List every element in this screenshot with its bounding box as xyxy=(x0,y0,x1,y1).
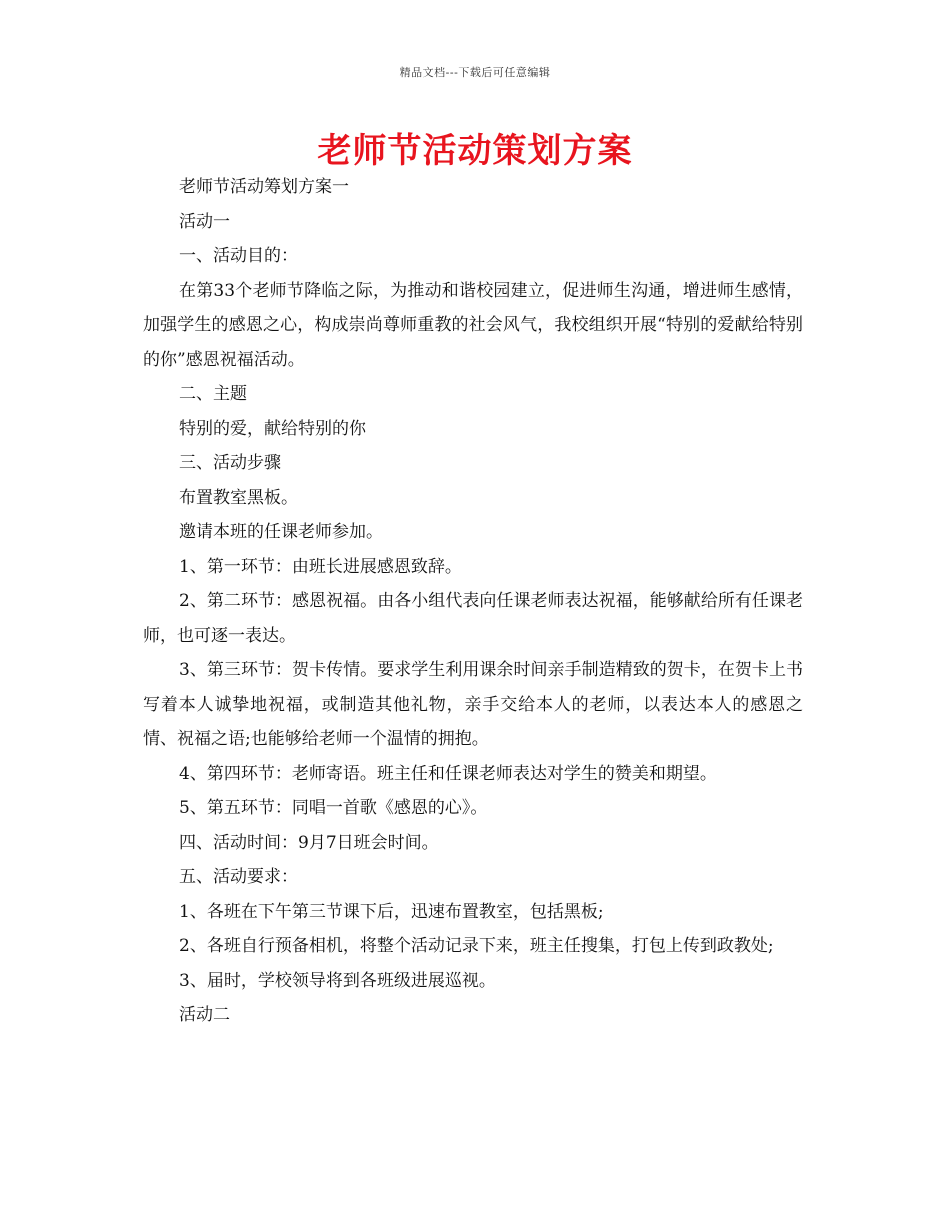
paragraph-step-3: 3、第三环节：贺卡传情。要求学生利用课余时间亲手制造精致的贺卡，在贺卡上书写着本人诚挚地祝福，或制造其他礼物，亲手交给本人的老师，以表达本人的感恩之情、祝福之语;也能够给老师一个温情的拥抱。 xyxy=(143,660,803,749)
paragraph-requirement-2: 2、各班自行预备相机，将整个活动记录下来，班主任搜集，打包上传到政教处; xyxy=(179,936,774,956)
paragraph-purpose-text: 在第33个老师节降临之际，为推动和谐校园建立，促进师生沟通，增进师生感情，加强学生的感恩之心，构成崇尚尊师重教的社会风气，我校组织开展“特别的爱献给特别的你”感恩祝福活动。 xyxy=(143,280,803,370)
paragraph-requirements-heading: 五、活动要求： xyxy=(179,867,298,887)
paragraph-step-invite: 邀请本班的任课老师参加。 xyxy=(179,522,383,542)
paragraph-activity-one: 活动一 xyxy=(179,211,230,232)
paragraph-step-1: 1、第一环节：由班长进展感恩致辞。 xyxy=(179,556,462,577)
paragraph-step-blackboard: 布置教室黑板。 xyxy=(179,487,298,508)
paragraph-activity-two: 活动二 xyxy=(179,1005,230,1025)
paragraph-purpose-heading: 一、活动目的： xyxy=(179,246,298,266)
document-title: 老师节活动策划方案 xyxy=(317,131,633,171)
paragraph-plan-heading: 老师节活动筹划方案一 xyxy=(179,177,349,197)
document-body xyxy=(143,170,803,1033)
paragraph-steps-heading: 三、活动步骤 xyxy=(179,453,281,473)
paragraph-requirement-3: 3、届时，学校领导将到各班级进展巡视。 xyxy=(179,970,496,991)
header-note: 精品文档---下载后可任意编辑 xyxy=(399,66,551,79)
paragraph-step-2: 2、第二环节：感恩祝福。由各小组代表向任课老师表达祝福，能够献给所有任课老师，也可逐一表达。 xyxy=(143,591,803,646)
paragraph-theme-heading: 二、主题 xyxy=(179,384,247,404)
paragraph-theme-text: 特别的爱，献给特别的你 xyxy=(179,418,366,439)
paragraph-time: 四、活动时间：9月7日班会时间。 xyxy=(179,832,439,853)
paragraph-step-5: 5、第五环节：同唱一首歌《感恩的心》。 xyxy=(179,798,488,818)
paragraph-requirement-1: 1、各班在下午第三节课下后，迅速布置教室，包括黑板; xyxy=(179,901,604,922)
paragraph-step-4: 4、第四环节：老师寄语。班主任和任课老师表达对学生的赞美和期望。 xyxy=(179,763,717,784)
